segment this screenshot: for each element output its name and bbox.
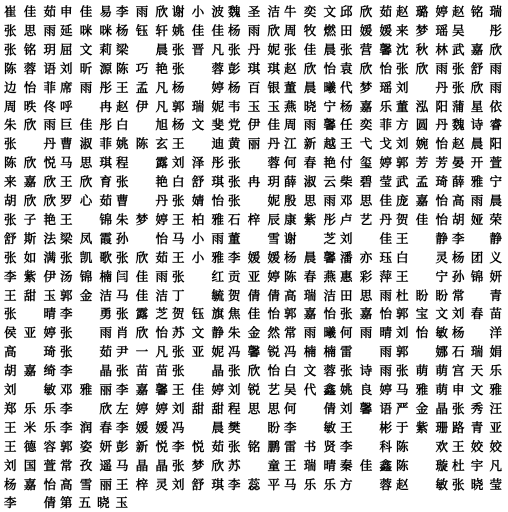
name-cell: 彭新悦 xyxy=(116,438,168,454)
name-cell: 刘甜甜 xyxy=(172,400,224,416)
name-cell: 曹丹 xyxy=(116,193,168,208)
name-cell: 高琦 xyxy=(4,344,56,360)
name-cell: 刘婉怡 xyxy=(396,136,448,152)
name-cell: 张红 xyxy=(172,268,224,284)
name-cell: 马思琪 xyxy=(60,155,112,171)
name-cell: 张茹 xyxy=(60,344,112,360)
name-row xyxy=(4,342,508,361)
name-cell: 武孟琦 xyxy=(396,174,448,190)
name-cell: 边怡菲 xyxy=(4,79,56,95)
name-cell: 李媛媛 xyxy=(116,419,168,435)
name-cell: 赵欣怡 xyxy=(284,60,336,76)
name-cell: 张冉玥 xyxy=(228,174,280,190)
name-cell: 张营馨 xyxy=(340,41,392,57)
name-cell: 郭宝文 xyxy=(396,306,448,322)
name-cell: 王德容 xyxy=(4,438,56,454)
name-cell: 贡亚婷 xyxy=(228,268,280,284)
name-cell: 王小雅 xyxy=(172,249,224,265)
name-cell: 薛雅宁 xyxy=(452,174,502,190)
name-row xyxy=(4,153,508,172)
name-cell: 梁凤霞 xyxy=(60,230,112,246)
name-cell: 申佳易 xyxy=(60,4,112,19)
name-cell: 常孜遥 xyxy=(60,457,112,473)
name-cell: 武嘉欣 xyxy=(452,41,502,57)
name-cell: 张欣茹 xyxy=(116,249,168,265)
name-cell: 张梦欣 xyxy=(172,457,224,473)
name-cell: 姚良婷 xyxy=(340,382,392,397)
name-cell: 赵铭瑞 xyxy=(452,4,502,19)
name-cell: 肖欣怡 xyxy=(116,325,168,341)
name-cell: 王姣姣 xyxy=(452,438,502,454)
name-cell: 朱欣雨 xyxy=(4,117,56,133)
name-cell: 张苗苗 xyxy=(116,363,168,379)
name-cell: 赵伊凡 xyxy=(116,98,168,114)
name-cell: 党伊佳 xyxy=(228,117,280,133)
name-cell: 李紫伊 xyxy=(4,268,56,284)
name-cell: 来梦瑶 xyxy=(396,22,448,38)
name-cell: 王欣育 xyxy=(60,174,112,190)
name-cell: 严金晶 xyxy=(396,400,448,416)
name-cell: 张晓莹 xyxy=(452,476,502,492)
name-cell: 郭娜 xyxy=(396,344,448,360)
name-cell: 张嘉怡 xyxy=(340,306,392,322)
name-cell: 冯晨 xyxy=(172,419,224,435)
name-cell: 张蓉 xyxy=(172,60,224,76)
name-cell: 尹一凡 xyxy=(116,344,168,360)
name-cell: 白舒琪 xyxy=(172,174,224,190)
name-cell: 杜盼盼 xyxy=(396,287,448,303)
name-cell: 孙怡 xyxy=(116,230,168,246)
name-cell: 彭琪琪 xyxy=(228,60,280,76)
name-cell: 李媛媛 xyxy=(228,249,280,265)
name-cell: 杨晨馨 xyxy=(284,249,336,265)
name-cell: 方圆丹 xyxy=(396,117,448,133)
name-cell: 李敏 xyxy=(284,419,336,435)
name-cell: 杨嘉怡 xyxy=(4,476,56,492)
name-cell: 邓思佳 xyxy=(340,193,392,208)
name-cell: 延咪咪 xyxy=(60,22,112,38)
name-cell: 陈春燕 xyxy=(284,268,336,284)
name-row xyxy=(4,475,508,494)
name-cell: 刘锐艺 xyxy=(228,382,280,397)
name-cell: 高雨晨 xyxy=(452,193,502,208)
name-cell: 陈巧艳 xyxy=(116,60,168,76)
name-cell: 路青亚 xyxy=(452,419,502,435)
name-cell: 江新越 xyxy=(284,136,336,152)
name-cell: 邓雅丽 xyxy=(60,382,112,397)
name-cell: 郑乐乐 xyxy=(4,400,56,416)
name-row xyxy=(4,399,508,418)
name-row xyxy=(4,97,508,116)
name-cell: 柴碧莹 xyxy=(340,174,392,190)
name-cell: 胡嘉绮 xyxy=(4,363,56,379)
name-cell: 刘泽彤 xyxy=(172,155,224,171)
name-cell: 陈蓉语 xyxy=(4,60,56,76)
name-cell: 李欣 xyxy=(60,400,112,416)
name-row xyxy=(4,21,508,40)
name-cell: 张萌萌 xyxy=(396,363,448,379)
name-cell: 张丹 xyxy=(4,136,56,152)
name-cell: 张舒雨 xyxy=(452,60,502,76)
name-row xyxy=(4,115,508,134)
name-cell: 董晨曦 xyxy=(284,79,336,95)
name-cell: 石瑞娟 xyxy=(452,344,502,360)
name-cell: 孙锦妍 xyxy=(452,268,502,284)
name-cell: 杨嘉乐 xyxy=(340,98,392,114)
name-cell: 朱梦婷 xyxy=(116,211,168,227)
name-cell: 王静 xyxy=(396,230,448,246)
name-cell: 田媛媛 xyxy=(340,22,392,38)
name-cell: 李雨欣 xyxy=(116,4,168,19)
name-cell: 姚陈玄 xyxy=(116,136,168,152)
name-cell: 康紫彤 xyxy=(284,211,336,227)
name-cell: 陈欣悦 xyxy=(4,155,56,171)
name-cell: 冯楠楠 xyxy=(284,344,336,360)
name-cell: 姚佳佳 xyxy=(172,22,224,38)
name-cell: 丁毓 xyxy=(172,287,224,303)
name-cell: 胡欣欣 xyxy=(4,193,56,208)
name-cell: 薛淑云 xyxy=(284,174,336,190)
name-cell: 巨佳彤 xyxy=(60,117,112,133)
name-cell: 方蓉 xyxy=(340,476,392,492)
name-row xyxy=(4,418,508,437)
name-cell: 申文雅 xyxy=(452,382,502,397)
name-cell: 张铭鹏 xyxy=(228,438,280,454)
name-cell: 晏开萱 xyxy=(452,155,502,171)
name-cell: 王迪 xyxy=(172,136,224,152)
name-cell: 常雨曦 xyxy=(284,325,336,341)
name-cell: 张晴 xyxy=(4,306,56,322)
name-cell: 李静 xyxy=(452,230,502,246)
name-cell: 张婧怡 xyxy=(172,193,224,208)
name-cell: 谢小波 xyxy=(172,4,224,19)
name-cell: 张欣雨 xyxy=(396,60,448,76)
name-row xyxy=(4,493,508,512)
name-cell: 袁欣怡 xyxy=(340,60,392,76)
name-cell: 汤锦楠 xyxy=(60,268,112,284)
name-cell: 王米乐 xyxy=(4,419,56,435)
name-cell: 卢艺丹 xyxy=(340,211,392,227)
name-cell: 沈秋林 xyxy=(396,41,448,57)
name-cell: 何倩 xyxy=(284,400,336,416)
name-row xyxy=(4,437,508,456)
name-cell: 张秀汪 xyxy=(452,400,502,416)
name-cell: 第五晓玉 xyxy=(60,495,128,511)
name-cell: 闫佳雨 xyxy=(116,268,168,284)
name-cell: 张欣怡 xyxy=(228,363,280,379)
name-cell: 李勇 xyxy=(60,306,112,322)
name-cell: 李嘉馨 xyxy=(116,382,168,397)
name-row xyxy=(4,2,508,21)
name-cell: 白旭 xyxy=(116,117,168,133)
name-cell: 张露芝 xyxy=(116,306,168,322)
name-cell: 周昳佟 xyxy=(4,98,56,114)
name-row xyxy=(4,304,508,323)
name-cell: 张妮 xyxy=(228,193,280,208)
name-cell: 高雪丽 xyxy=(60,476,112,492)
name-cell: 张如满 xyxy=(4,249,56,265)
name-cell: 刘丹 xyxy=(396,79,448,95)
name-row xyxy=(4,361,508,380)
name-cell: 罗心茹 xyxy=(60,193,112,208)
name-cell: 庞嘉怡 xyxy=(396,193,448,208)
name-cell: 吴彤 xyxy=(452,22,502,38)
name-cell: 石梓辰 xyxy=(228,211,280,227)
name-cell: 潘亦珏 xyxy=(340,249,392,265)
name-cell: 秦佳鑫 xyxy=(340,457,392,473)
name-cell: 张晋凡 xyxy=(172,41,224,57)
name-cell: 任奕菲 xyxy=(340,117,392,133)
name-cell: 曹淑菲 xyxy=(60,136,112,152)
name-cell: 雷雨 xyxy=(340,344,392,360)
name-cell: 白文蓉 xyxy=(284,363,336,379)
name-cell: 来嘉欣 xyxy=(4,174,56,190)
name-cell: 郭金洁 xyxy=(60,287,112,303)
name-cell: 马小雨 xyxy=(172,230,224,246)
name-cell: 高瑞洁 xyxy=(284,287,336,303)
name-cell: 苏文静 xyxy=(172,325,224,341)
name-cell: 刘怡敏 xyxy=(396,325,448,341)
name-cell: 舒斯法 xyxy=(4,230,56,246)
name-cell: 刘舒琪 xyxy=(172,476,224,492)
name-cell: 王宁 xyxy=(396,268,448,284)
name-cell: 张蓉 xyxy=(228,155,280,171)
name-cell: 黄丽丹 xyxy=(228,136,280,152)
name-cell: 代梦瑶 xyxy=(340,79,392,95)
name-cell: 王孟凡 xyxy=(116,79,168,95)
name-cell: 马晶晶 xyxy=(116,457,168,473)
name-cell: 张佳晨 xyxy=(284,41,336,57)
name-cell: 周牧燃 xyxy=(284,22,336,38)
name-cell: 宫天乐 xyxy=(452,363,502,379)
name-cell: 刘敏 xyxy=(4,382,56,397)
name-cell: 张凯歌 xyxy=(60,249,112,265)
name-cell: 崔佳茹 xyxy=(4,4,56,19)
name-cell: 张子艳 xyxy=(4,211,56,227)
name-cell: 邱欣茹 xyxy=(340,4,392,19)
name-cell: 张艳 xyxy=(116,174,168,190)
name-row xyxy=(4,40,508,59)
name-cell: 冯馨锐 xyxy=(228,344,280,360)
name-row xyxy=(4,134,508,153)
name-cell: 马佳洁 xyxy=(116,287,168,303)
name-cell: 惠彩萍 xyxy=(340,268,392,284)
name-row xyxy=(4,78,508,97)
name-cell: 李晶 xyxy=(60,363,112,379)
name-cell: 郭姿妍 xyxy=(60,438,112,454)
name-cell: 王瑞晴 xyxy=(284,457,336,473)
name-cell: 张雨 xyxy=(60,325,112,341)
name-cell: 常青 xyxy=(452,287,502,303)
name-cell: 董泓阳 xyxy=(396,98,448,114)
name-cell: 杨百银 xyxy=(228,79,280,95)
name-cell: 王佳婷 xyxy=(172,382,224,397)
name-cell: 陈璇 xyxy=(396,457,448,473)
name-row xyxy=(4,210,508,229)
name-cell: 张晶 xyxy=(172,363,224,379)
name-row xyxy=(4,456,508,475)
name-cell: 杨雨欣 xyxy=(228,22,280,38)
name-cell: 吴代鑫 xyxy=(284,382,336,397)
name-cell: 杜宇凡 xyxy=(452,457,502,473)
name-cell: 李科 xyxy=(340,438,392,454)
name-cell: 樊盼 xyxy=(228,419,280,435)
name-cell: 苏童 xyxy=(228,457,280,473)
name-cell: 蒲星依 xyxy=(452,98,502,114)
name-cell: 张欣雨 xyxy=(452,79,502,95)
name-cell: 刘佳 xyxy=(340,230,392,246)
name-cell: 张诗雨 xyxy=(340,363,392,379)
name-cell: 李润春 xyxy=(60,419,112,435)
name-cell: 胡娅荣 xyxy=(452,211,502,227)
name-cell: 谢芝 xyxy=(284,230,336,246)
name-cell: 董雪 xyxy=(228,230,280,246)
name-row xyxy=(4,191,508,210)
name-cell: 王甜玉 xyxy=(4,287,56,303)
name-cell: 魏诗睿 xyxy=(452,117,502,133)
name-cell: 郭芳芳 xyxy=(396,155,448,171)
name-cell: 殷思雨 xyxy=(284,193,336,208)
name-cell: 张思雨 xyxy=(4,22,56,38)
name-cell: 赵晨阳 xyxy=(452,136,502,152)
name-cell: 张铭玥 xyxy=(4,41,56,57)
name-cell: 郭瑞妮 xyxy=(172,98,224,114)
name-cell: 牛奕文 xyxy=(284,4,336,19)
name-cell: 李蕊平 xyxy=(228,476,280,492)
name-cell: 左婷婷 xyxy=(116,400,168,416)
name-cell: 侯亚婷 xyxy=(4,325,56,341)
name-cell: 燕晓宁 xyxy=(284,98,336,114)
name-cell: 杨钰轩 xyxy=(116,22,168,38)
name-cell: 王锦 xyxy=(60,211,112,227)
name-cell: 朱金然 xyxy=(228,325,280,341)
name-cell: 于紫珊 xyxy=(396,419,448,435)
name-cell: 焦佳怡 xyxy=(228,306,280,322)
name-cell: 陈欢 xyxy=(396,438,448,454)
name-cell: 程思思 xyxy=(228,400,280,416)
name-cell: 白灵 xyxy=(396,249,448,265)
name-cell: 梁晨 xyxy=(116,41,168,57)
name-cell: 刘春苗 xyxy=(452,306,502,322)
name-cell: 王弋戈 xyxy=(340,136,392,152)
name-cell: 韦玉玉 xyxy=(228,98,280,114)
name-cell: 席雨彤 xyxy=(60,79,112,95)
name-cell: 贺倩倩 xyxy=(228,287,280,303)
name-cell: 杨洋 xyxy=(452,325,502,341)
name-cell: 张丹妮 xyxy=(228,41,280,57)
name-row xyxy=(4,323,508,342)
name-cell: 雷书贤 xyxy=(284,438,336,454)
name-cell: 杨团义 xyxy=(452,249,502,265)
name-cell: 周雨馨 xyxy=(284,117,336,133)
name-cell: 马乐乐 xyxy=(284,476,336,492)
name-row xyxy=(4,267,508,286)
name-cell: 张亚妮 xyxy=(172,344,224,360)
name-cell: 刘馨语 xyxy=(340,400,392,416)
name-cell: 赵敏 xyxy=(396,476,448,492)
name-cell: 王柏雅 xyxy=(172,211,224,227)
name-row xyxy=(4,59,508,78)
name-cell: 程露 xyxy=(116,155,168,171)
name-row xyxy=(4,229,508,248)
name-cell: 李倩 xyxy=(4,495,56,511)
name-cell: 王梓灵 xyxy=(116,476,168,492)
name-cell: 赵璐婷 xyxy=(396,4,448,19)
name-cell: 魏圣洁 xyxy=(228,4,280,19)
name-cell: 何春艳 xyxy=(284,155,336,171)
name-cell: 李悦茹 xyxy=(172,438,224,454)
name-cell: 刘昕源 xyxy=(60,60,112,76)
name-cell: 马雅萌 xyxy=(396,382,448,397)
name-row xyxy=(4,172,508,191)
name-cell: 屈文莉 xyxy=(60,41,112,57)
name-cell: 呼冉 xyxy=(60,98,112,114)
name-cell: 杨文斐 xyxy=(172,117,224,133)
name-cell: 杨婷 xyxy=(172,79,224,95)
name-row xyxy=(4,380,508,399)
name-cell: 何雨晴 xyxy=(340,325,392,341)
name-cell: 贺佳怡 xyxy=(396,211,448,227)
name-row xyxy=(4,248,508,267)
name-cell: 贺钰旗 xyxy=(172,306,224,322)
name-cell: 王彬 xyxy=(340,419,392,435)
name-cell: 付玺婷 xyxy=(340,155,392,171)
name-row xyxy=(4,286,508,305)
name-cell: 刘国萱 xyxy=(4,457,56,473)
name-cell: 田思雨 xyxy=(340,287,392,303)
name-cell: 郭嘉怡 xyxy=(284,306,336,322)
